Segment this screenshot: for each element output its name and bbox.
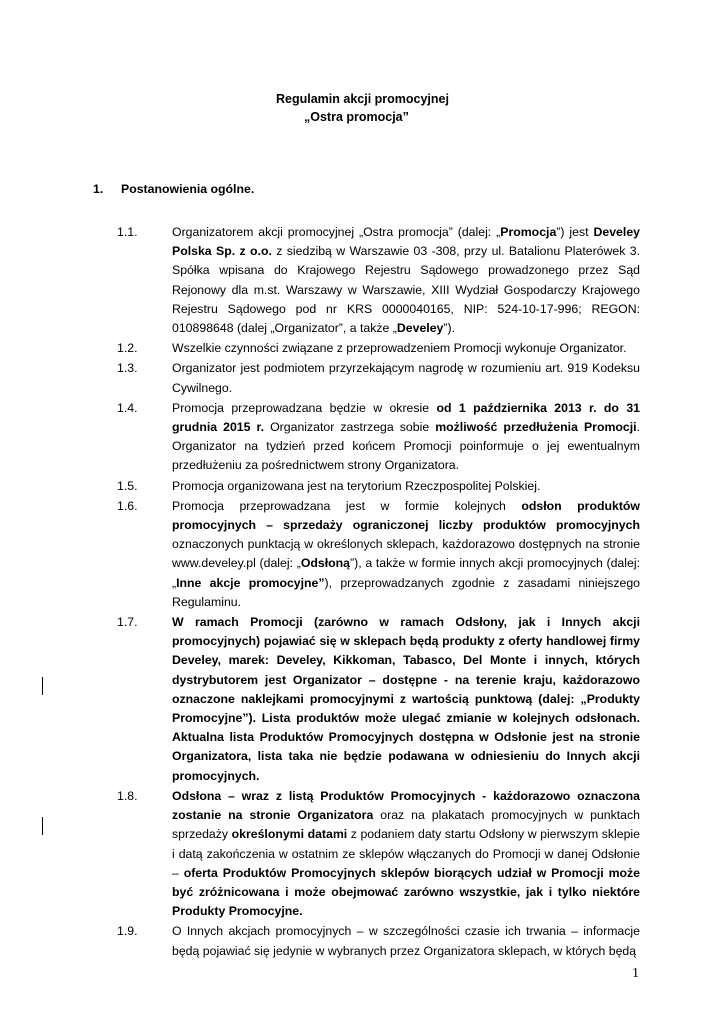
- text-run: ”) jest: [556, 225, 594, 239]
- bold-text: Promocja: [500, 225, 557, 239]
- clause-text: [172, 613, 640, 786]
- text-run: Organizator zastrzega sobie: [264, 420, 436, 435]
- bold-text: Inne akcje promocyjne”: [176, 575, 325, 590]
- bold-text: Odsłoną: [300, 556, 351, 571]
- revision-bar: [42, 677, 43, 695]
- clause-text: [172, 477, 640, 496]
- clause-text: [172, 223, 640, 338]
- text-run: z siedzibą w Warszawie 03 -308, przy ul. Batalionu Platerówek 3. Spółka wpisana do Krajowego Rejestru Sądowego prowadzonego przez Sąd Rejonowy dla m.st. Warszawy w Warszawie, XIII Wydział Gospodarczy Krajowego Rejestru Sądowego pod nr KRS 0000040165, NIP: 524-10-17-996; REGON: 010898648 (dalej „Organizator”, a także „: [172, 244, 641, 336]
- text-run: z podaniem daty startu Odsłony w pierwszym sklepie i datą zakończenia w ostatnim ze sklepów włączanych do Promocji w danej Odsłonie –: [172, 827, 640, 880]
- bold-text: oferta Produktów Promocyjnych sklepów biorących udział w Promocji może być zróżnicowana i może obejmować zarówno wszystkie, jak i tylko niektóre Produkty Promocyjne.: [172, 865, 640, 919]
- clause-item: [117, 223, 640, 338]
- bold-text: od 1 października 2013 r. do 31 grudnia 2015 r.: [172, 400, 640, 435]
- revision-bar: [42, 817, 43, 835]
- clause-item: [117, 359, 640, 397]
- clause-number: 1.2.: [117, 341, 138, 356]
- text-run: . Organizator na tydzień przed końcem Promocji poinformuje o jej ewentualnym przedłużeniu za pośrednictwem strony Organizatora.: [172, 420, 640, 473]
- clause-text: [172, 339, 640, 358]
- text-run: oznaczonych punktacją w określonych sklepach, każdorazowo dostępnych na stronie www.develey.pl (dalej: „: [172, 537, 640, 571]
- text-run: ”), a także w formie innych akcji promocyjnych (dalej: „: [172, 556, 640, 590]
- section-number: 1.: [93, 182, 104, 196]
- text-run: Promocja przeprowadzana jest w formie kolejnych: [172, 498, 522, 513]
- clause-number: 1.7.: [117, 615, 138, 630]
- clause-number: 1.1.: [117, 225, 138, 239]
- clause-item: [117, 787, 640, 921]
- text-run: Organizator jest podmiotem przyrzekającym nagrodę w rozumieniu art. 919 Kodeksu Cywilnego.: [172, 361, 640, 395]
- bold-text: Odsłona – wraz z listą Produktów Promocyjnych - każdorazowo oznaczona zostanie na stronie Organizatora: [172, 788, 640, 823]
- text-run: Wszelkie czynności związane z przeprowadzeniem Promocji wykonuje Organizator.: [172, 341, 627, 356]
- clause-text: [172, 787, 640, 921]
- promotion-name: „Ostra promocja”: [304, 110, 409, 124]
- clause-list: [117, 223, 640, 962]
- clause-text: [172, 359, 640, 397]
- clause-item: [117, 477, 640, 496]
- text-run: O Innych akcjach promocyjnych – w szczególności czasie ich trwania – informacje będą pojawiać się jedynie w wybranych przez Organizatora sklepach, w których będą: [172, 924, 640, 958]
- clause-number: 1.8.: [117, 788, 138, 803]
- clause-number: 1.5.: [117, 478, 138, 493]
- clause-item: [117, 339, 640, 358]
- page-number: 1: [632, 966, 639, 981]
- text-run: Promocja przeprowadzana będzie w okresie: [172, 400, 437, 415]
- clause-number: 1.3.: [117, 361, 138, 376]
- bold-text: W ramach Promocji (zarówno w ramach Odsłony, jak i Innych akcji promocyjnych) pojawiać się w sklepach będą produkty z oferty handlowej firmy Develey, marek: Develey, Kikkoman, Tabasco, Del Monte i innych, których dystrybutorem jest Organizator – dostępne - na terenie kraju, każdorazowo oznaczone naklejkami promocyjnymi z wartością punktową (dalej: „Produkty Promocyjne”). Lista produktów może ulegać zmianie w kolejnych odsłonach. Aktualna lista Produktów Promocyjnych dostępna w Odsłonie jest na stronie Organizatora, lista taka nie będzie podawana w odniesieniu do Innych akcji promocyjnych.: [172, 615, 640, 783]
- text-run: Promocja organizowana jest na terytorium Rzeczpospolitej Polskiej.: [172, 478, 541, 493]
- bold-text: określonymi datami: [231, 827, 348, 842]
- text-run: ), przeprowadzanych zgodnie z zasadami niniejszego Regulaminu.: [172, 575, 640, 609]
- bold-text: Develey Polska Sp. z o.o.: [172, 225, 640, 259]
- clause-item: [117, 922, 640, 960]
- clause-item: [117, 497, 640, 612]
- bold-text: możliwość przedłużenia Promocji: [435, 420, 637, 435]
- bold-text: odsłon produktów promocyjnych – sprzedaży ograniczonej liczby produktów promocyjnych: [172, 498, 640, 533]
- text-run: ”).: [443, 321, 455, 336]
- clause-text: [172, 497, 640, 612]
- section-title: Postanowienia ogólne.: [121, 182, 255, 196]
- clause-item: [117, 613, 640, 786]
- bold-text: Develey: [396, 321, 444, 336]
- document-title: Regulamin akcji promocyjnej: [276, 92, 449, 106]
- clause-number: 1.6.: [117, 498, 138, 513]
- text-run: Organizatorem akcji promocyjnej „Ostra promocja” (dalej: „: [172, 225, 501, 239]
- clause-number: 1.4.: [117, 400, 138, 415]
- section-heading: [93, 180, 254, 199]
- clause-text: [172, 922, 640, 960]
- clause-number: 1.9.: [117, 924, 138, 939]
- clause-item: [117, 399, 640, 476]
- clause-text: [172, 399, 640, 476]
- text-run: oraz na plakatach promocyjnych w punktach sprzedaży: [172, 808, 640, 842]
